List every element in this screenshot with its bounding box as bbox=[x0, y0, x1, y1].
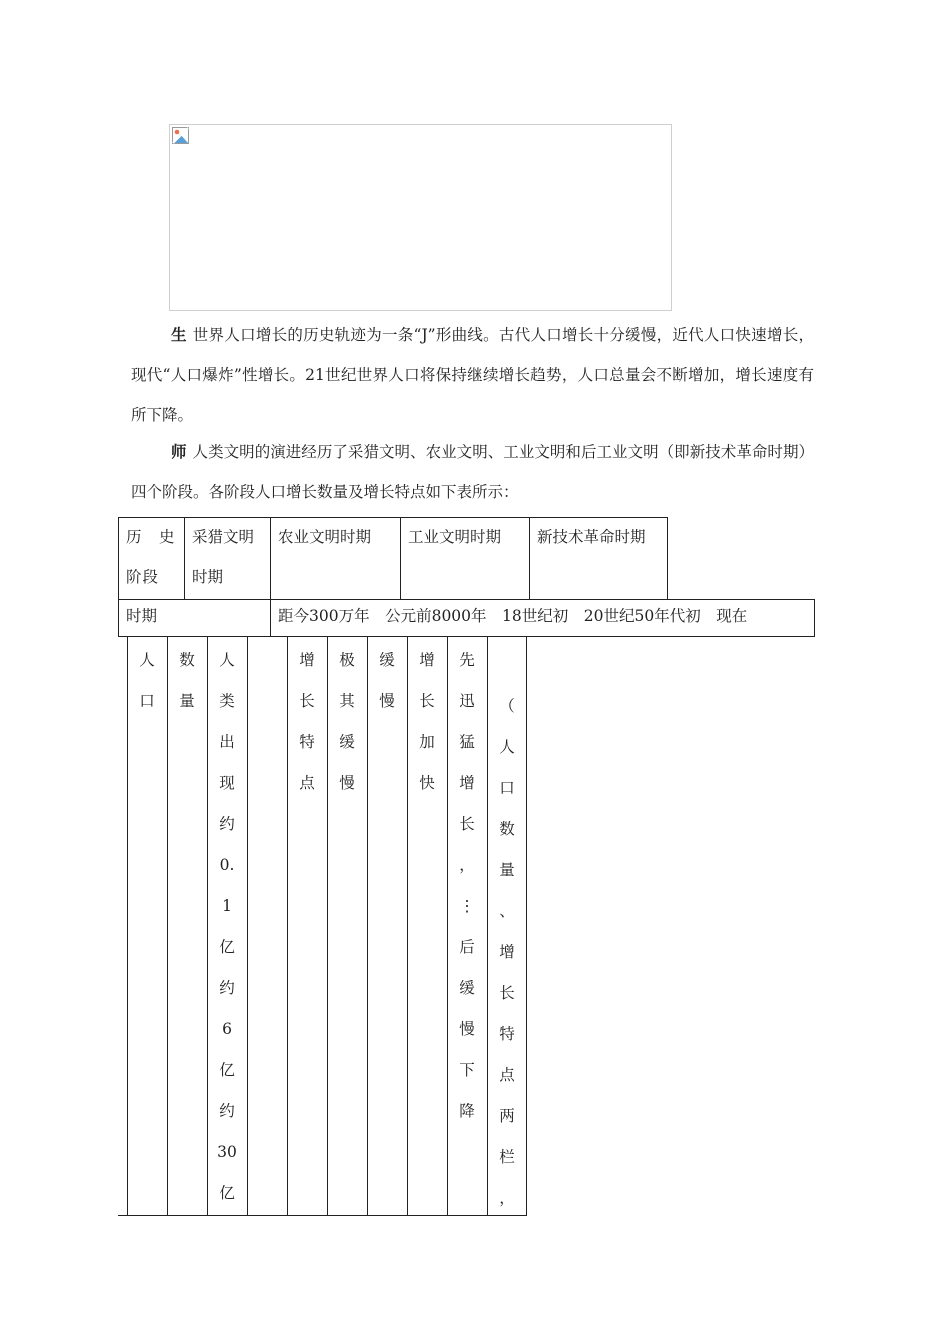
speaker-label: 生 bbox=[171, 325, 187, 344]
column-population-values: 人 类 出 现 约 0. 1 亿 约 6 亿 约 30 亿 bbox=[217, 651, 237, 1202]
paragraph-text: 人类文明的演进经历了采猎文明、农业文明、工业文明和后工业文明（即新技术革命时期）四个阶段。各阶段人口增长数量及增长特点如下表所示： bbox=[131, 443, 814, 501]
broken-image-icon bbox=[172, 127, 189, 144]
column-shuliang: 数 量 bbox=[179, 651, 195, 710]
column-note: （ 人 口 数 量 、 增 长 特 点 两 栏 ， bbox=[499, 697, 515, 1207]
paragraph-teacher bbox=[131, 432, 814, 512]
agricultural-era-header: 农业文明时期 bbox=[278, 528, 372, 546]
column-renkou: 人 口 bbox=[139, 651, 155, 710]
stage-header: 历 史阶段 bbox=[126, 528, 176, 586]
column-very-slow: 极 其 缓 慢 bbox=[339, 651, 355, 792]
industrial-era-header: 工业文明时期 bbox=[408, 528, 502, 546]
hunting-era-header: 采猎文明时期 bbox=[192, 528, 255, 586]
column-slow: 缓 慢 bbox=[379, 651, 395, 710]
column-growth-label: 增 长 特 点 bbox=[299, 651, 315, 792]
speaker-label: 师 bbox=[171, 442, 187, 461]
image-placeholder bbox=[169, 124, 672, 311]
column-faster: 增 长 加 快 bbox=[419, 651, 435, 792]
tech-era-header: 新技术革命时期 bbox=[537, 528, 646, 546]
paragraph-student bbox=[131, 315, 814, 435]
period-values: 距今300万年 公元前8000年 18世纪初 20世纪50年代初 现在 bbox=[278, 607, 748, 625]
paragraph-text: 世界人口增长的历史轨迹为一条“J”形曲线。古代人口增长十分缓慢，近代人口快速增长，现代“人口爆炸”性增长。21世纪世界人口将保持继续增长趋势，人口总量会不断增加，增长速度有所下降。 bbox=[131, 326, 814, 424]
column-rapid-then-slow: 先 迅 猛 增 长 ， ⋮ 后 缓 慢 下 降 bbox=[459, 651, 475, 1120]
period-label: 时期 bbox=[126, 607, 158, 625]
